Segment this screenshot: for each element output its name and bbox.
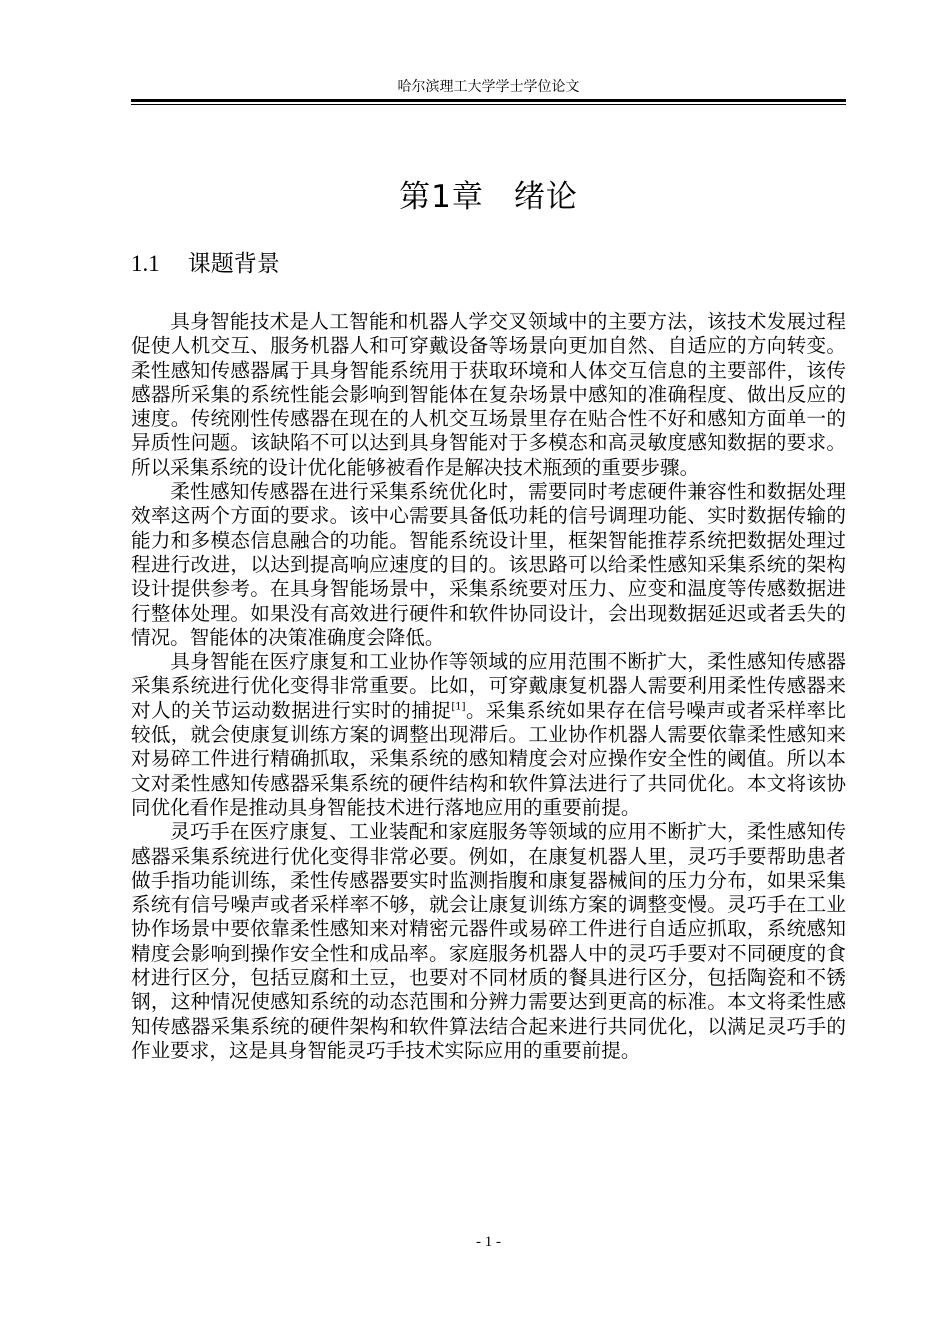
chapter-title (131, 177, 846, 217)
paragraph-4: 灵巧手在医疗康复、工业装配和家庭服务等领域的应用不断扩大，柔性感知传感器采集系统进行优化变得非常必要。例如，在康复机器人里，灵巧手要帮助患者做手指功能训练，柔性传感器要实时监测指腹和康复器械间的压力分布，如果采集系统有信号噪声或者采样率不够，就会让康复训练方案的调整变慢。灵巧手在工业协作场景中要依靠柔性感知来对精密元器件或易碎工件进行自适应抓取，系统感知精度会影响到操作安全性和成品率。家庭服务机器人中的灵巧手要对不同硬度的食材进行区分，包括豆腐和土豆，也要对不同材质的餐具进行区分，包括陶瓷和不锈钢，这种情况使感知系统的动态范围和分辨力需要达到更高的标准。本文将柔性感知传感器采集系统的硬件架构和软件算法结合起来进行共同优化，以满足灵巧手的作业要求，这是具身智能灵巧手技术实际应用的重要前提。 (131, 820, 846, 1062)
paragraph-3 (131, 650, 846, 820)
citation-1[interactable]: [1] (451, 701, 466, 713)
section-name: 课题背景 (187, 251, 280, 277)
section-title (131, 248, 280, 280)
header-rule-thin (131, 104, 846, 105)
chapter-number: 第1章 (399, 178, 484, 215)
paragraph-3-part-2: 。采集系统如果存在信号噪声或者采样率比较低，就会使康复训练方案的调整出现滞后。工业协作机器人需要依靠柔性感知来对易碎工件进行精确抓取，采集系统的感知精度会对应操作安全性的阈值。所以本文对柔性感知传感器采集系统的硬件结构和软件算法进行了共同优化。本文将该协同优化看作是推动具身智能技术进行落地应用的重要前提。 (131, 698, 847, 819)
chapter-name: 绪论 (513, 178, 578, 215)
paragraph-3-part-1: 具身智能在医疗康复和工业协作等领域的应用范围不断扩大，柔性感知传感器采集系统进行优化变得非常重要。比如，可穿戴康复机器人需要利用柔性传感器来对人的关节运动数据进行实时的捕捉 (131, 650, 846, 722)
paragraph-1: 具身智能技术是人工智能和机器人学交叉领域中的主要方法，该技术发展过程促使人机交互、服务机器人和可穿戴设备等场景向更加自然、自适应的方向转变。柔性感知传感器属于具身智能系统用于获取环境和人体交互信息的主要部件，该传感器所采集的系统性能会影响到智能体在复杂场景中感知的准确程度、做出反应的速度。传统刚性传感器在现在的人机交互场景里存在贴合性不好和感知方面单一的异质性问题。该缺陷不可以达到具身智能对于多模态和高灵敏度感知数据的要求。所以采集系统的设计优化能够被看作是解决技术瓶颈的重要步骤。 (131, 310, 846, 479)
section-number: 1.1 (131, 251, 160, 276)
running-header: 哈尔滨理工大学学士学位论文 (397, 79, 580, 95)
paragraph-2: 柔性感知传感器在进行采集系统优化时，需要同时考虑硬件兼容性和数据处理效率这两个方面的要求。该中心需要具备低功耗的信号调理功能、实时数据传输的能力和多模态信息融合的功能。智能系统设计里，框架智能推荐系统把数据处理过程进行改进，以达到提高响应速度的目的。该思路可以给柔性感知采集系统的架构设计提供参考。在具身智能场景中，采集系统要对压力、应变和温度等传感数据进行整体处理。如果没有高效进行硬件和软件协同设计，会出现数据延迟或者丢失的情况。智能体的决策准确度会降低。 (131, 480, 846, 649)
header-rule-thick (131, 99, 846, 102)
body-text (131, 310, 846, 1063)
page-number: - 1 - (476, 1234, 501, 1250)
